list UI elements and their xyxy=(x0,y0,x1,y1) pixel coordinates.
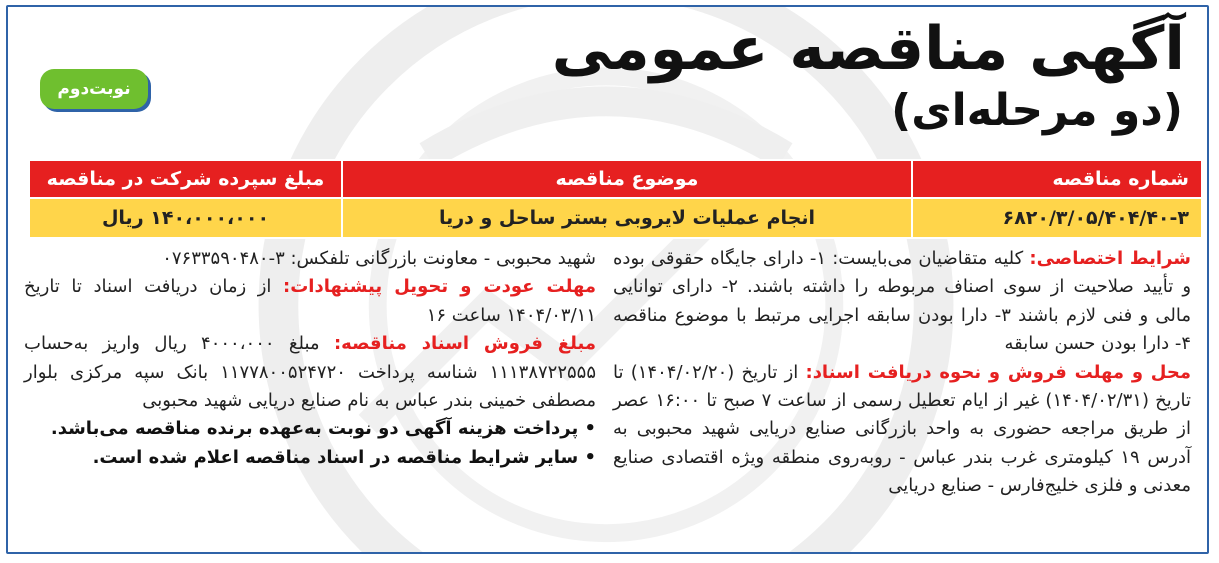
cell-subject: انجام عملیات لایروبی بستر ساحل و دریا xyxy=(342,198,912,238)
header-number: شماره مناقصه xyxy=(912,160,1202,198)
contact-paragraph: شهید محبوبی - معاونت بازرگانی تلفکس: ۳-۰۷۶۳۳۵۹۰۴۸۰ xyxy=(162,248,596,269)
place-label: محل و مهلت فروش و نحوه دریافت اسناد: xyxy=(805,361,1191,383)
header-deposit: مبلغ سپرده شرکت در مناقصه xyxy=(29,160,342,198)
left-column xyxy=(24,245,596,472)
conditions-paragraph xyxy=(613,245,1191,359)
deadline-paragraph xyxy=(24,273,596,330)
right-column xyxy=(613,245,1191,501)
price-paragraph xyxy=(24,330,596,415)
place-paragraph xyxy=(613,359,1191,501)
place-text: از تاریخ (۱۴۰۴/۰۲/۲۰) تا تاریخ (۱۴۰۴/۰۲/۳۱) غیر از ایام تعطیل رسمی از ساعت ۷ صبح تا ۱۶:۰۰ عصر از طریق مراجعه حضوری به واحد بازرگانی صنایع دریایی شهید محبوبی به آدرس ۱۹ کیلومتری غرب بندر عباس - روبه‌روی منطقه ویژه اقتصادی صنایع معدنی و فلزی خلیج‌فارس - صنایع دریایی xyxy=(613,361,1191,497)
notice-title xyxy=(552,13,1185,137)
round-badge: نوبت‌دوم xyxy=(40,69,148,109)
tender-table xyxy=(28,159,1203,239)
deadline-label: مهلت عودت و تحویل پیشنهادات: xyxy=(283,276,596,298)
title-main: آگهی مناقصه عمومی xyxy=(551,14,1185,84)
conditions-label: شرایط اختصاصی: xyxy=(1029,248,1191,269)
table-header-row xyxy=(29,160,1202,198)
deadline-text: از زمان دریافت اسناد تا تاریخ ۱۴۰۴/۰۳/۱۱ ساعت ۱۶ xyxy=(24,276,596,326)
cell-number: ۶۸۲۰/۳/۰۵/۴۰۴/۴۰-۳ xyxy=(912,198,1202,238)
conditions-text: کلیه متقاضیان می‌بایست: ۱- دارای جایگاه حقوقی بوده و تأیید صلاحیت از سوی اصناف مربوطه را داشته باشند. ۲- دارای توانایی مالی و فنی لازم باشند ۳- دارا بودن سابقه اجرایی مرتبط با موضوع مناقصه ۴- دارا بودن حسن سابقه xyxy=(613,248,1192,355)
tender-notice-frame xyxy=(6,5,1209,554)
table-row xyxy=(29,198,1202,238)
price-label: مبلغ فروش اسناد مناقصه: xyxy=(333,333,597,355)
note-ad-cost: • پرداخت هزینه آگهی دو نوبت به‌عهده برنده مناقصه می‌باشد. xyxy=(50,418,596,440)
note-other-conditions: • سایر شرایط مناقصه در اسناد مناقصه اعلام شده است. xyxy=(92,446,596,468)
cell-deposit: ۱۴۰،۰۰۰،۰۰۰ ریال xyxy=(29,198,342,238)
header-subject: موضوع مناقصه xyxy=(342,160,912,198)
title-sub: (دو مرحله‌ای) xyxy=(891,85,1183,136)
price-text: مبلغ ۴۰۰۰،۰۰۰ ریال واریز به‌حساب ۱۱۱۳۸۷۲۲۵۵۵ شناسه پرداخت ۱۱۷۷۸۰۰۵۲۴۷۲۰ بانک سپه مرکزی بلوار مصطفی خمینی بندر عباس به نام صنایع دریایی شهید محبوبی xyxy=(24,333,596,412)
